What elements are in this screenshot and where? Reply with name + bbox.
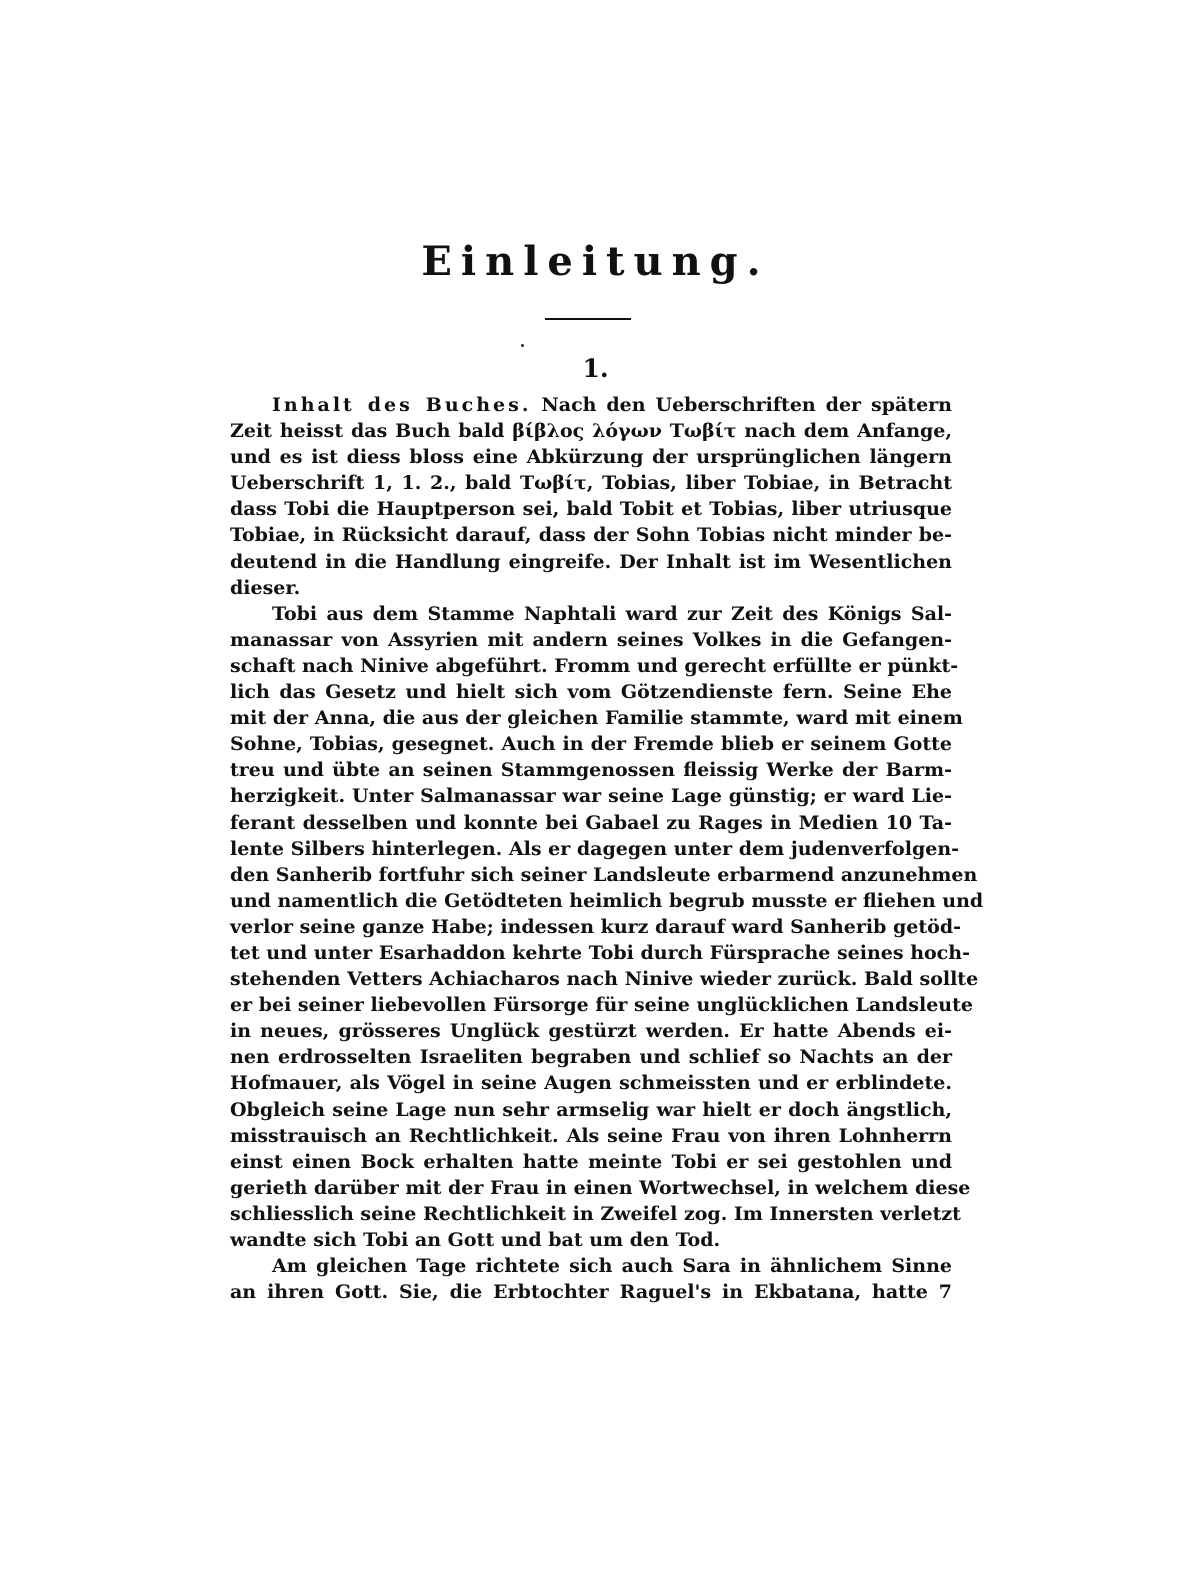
text-line: dass Tobi die Hauptperson sei, bald Tobit et Tobias, liber utriusque — [230, 498, 952, 521]
paragraph-1 — [230, 392, 952, 601]
line-text: Nach den Ueberschriften der spätern — [541, 394, 952, 416]
text-line: an ihren Gott. Sie, die Erbtochter Raguel's in Ekbatana, hatte 7 — [230, 1281, 952, 1304]
text-line: lente Silbers hinterlegen. Als er dagegen unter dem judenverfolgen- — [230, 837, 960, 860]
text-line: er bei seiner liebevollen Fürsorge für seine unglücklichen Landsleute — [230, 994, 973, 1017]
text-line: misstrauisch an Rechtlichkeit. Als seine Frau von ihren Lohnherrn — [230, 1124, 952, 1147]
inline-heading: Inhalt des Buches. — [272, 394, 532, 416]
text-line: in neues, grösseres Unglück gestürzt werden. Er hatte Abends ei- — [230, 1020, 952, 1043]
text-line: Hofmauer, als Vögel in seine Augen schmeissten und er erblindete. — [230, 1072, 952, 1095]
text-line: Zeit heisst das Buch bald βίβλος λόγων Τωβίτ nach dem Anfange, — [230, 420, 952, 443]
text-line: und namentlich die Getödteten heimlich begrub musste er fliehen und — [230, 889, 984, 912]
text-line: Tobi aus dem Stamme Naphtali ward zur Zeit des Königs Sal- — [272, 602, 952, 625]
text-line: stehenden Vetters Achiacharos nach Ninive wieder zurück. Bald sollte — [230, 968, 979, 991]
text-line: Sohne, Tobias, gesegnet. Auch in der Fremde blieb er seinem Gotte — [230, 733, 952, 756]
text-line: wandte sich Tobi an Gott und bat um den Tod. — [230, 1229, 721, 1251]
title-rule — [545, 318, 631, 320]
section-number: 1. — [582, 354, 609, 383]
text-line: Am gleichen Tage richtete sich auch Sara in ähnlichem Sinne — [272, 1255, 952, 1278]
text-line: ferant desselben und konnte bei Gabael zu Rages in Medien 10 Ta- — [230, 811, 952, 834]
text-line: Obgleich seine Lage nun sehr armselig war hielt er doch ängstlich, — [230, 1098, 952, 1121]
text-line: deutend in die Handlung eingreife. Der Inhalt ist im Wesentlichen — [230, 550, 952, 573]
text-line: Ueberschrift 1, 1. 2., bald Τωβίτ, Tobias, liber Tobiae, in Betracht — [230, 472, 952, 495]
text-line: lich das Gesetz und hielt sich vom Götzendienste fern. Seine Ehe — [230, 681, 952, 704]
text-line: Tobiae, in Rücksicht darauf, dass der Sohn Tobias nicht minder be- — [230, 524, 952, 547]
text-line: schliesslich seine Rechtlichkeit in Zweifel zog. Im Innersten verletzt — [230, 1202, 961, 1225]
chapter-title: Einleitung. — [421, 238, 770, 285]
text-line: den Sanherib fortfuhr sich seiner Landsleute erbarmend anzunehmen — [230, 863, 978, 886]
paragraph-2 — [230, 601, 984, 1253]
text-line: einst einen Bock erhalten hatte meinte Tobi er sei gestohlen und — [230, 1150, 952, 1173]
text-line: nen erdrosselten Israeliten begraben und schlief so Nachts an der — [230, 1046, 952, 1069]
text-line: mit der Anna, die aus der gleichen Familie stammte, ward mit einem — [230, 707, 963, 730]
text-line: treu und übte an seinen Stammgenossen fleissig Werke der Barm- — [230, 759, 952, 782]
paragraph-3 — [230, 1253, 952, 1305]
body-text — [230, 392, 984, 1305]
text-line: schaft nach Ninive abgeführt. Fromm und gerecht erfüllte er pünkt- — [230, 654, 959, 677]
text-line: herzigkeit. Unter Salmanassar war seine Lage günstig; er ward Lie- — [230, 785, 952, 808]
text-line: manassar von Assyrien mit andern seines Volkes in die Gefangen- — [230, 628, 952, 651]
text-line: gerieth darüber mit der Frau in einen Wortwechsel, in welchem diese — [230, 1176, 971, 1199]
text-line: verlor seine ganze Habe; indessen kurz darauf ward Sanherib getöd- — [230, 915, 962, 938]
text-line: dieser. — [230, 576, 301, 599]
ink-speck — [521, 344, 524, 347]
text-line: und es ist diess bloss eine Abkürzung der ursprünglichen längern — [230, 446, 952, 469]
text-line — [230, 392, 952, 418]
text-line: tet und unter Esarhaddon kehrte Tobi durch Fürsprache seines hoch- — [230, 941, 970, 964]
